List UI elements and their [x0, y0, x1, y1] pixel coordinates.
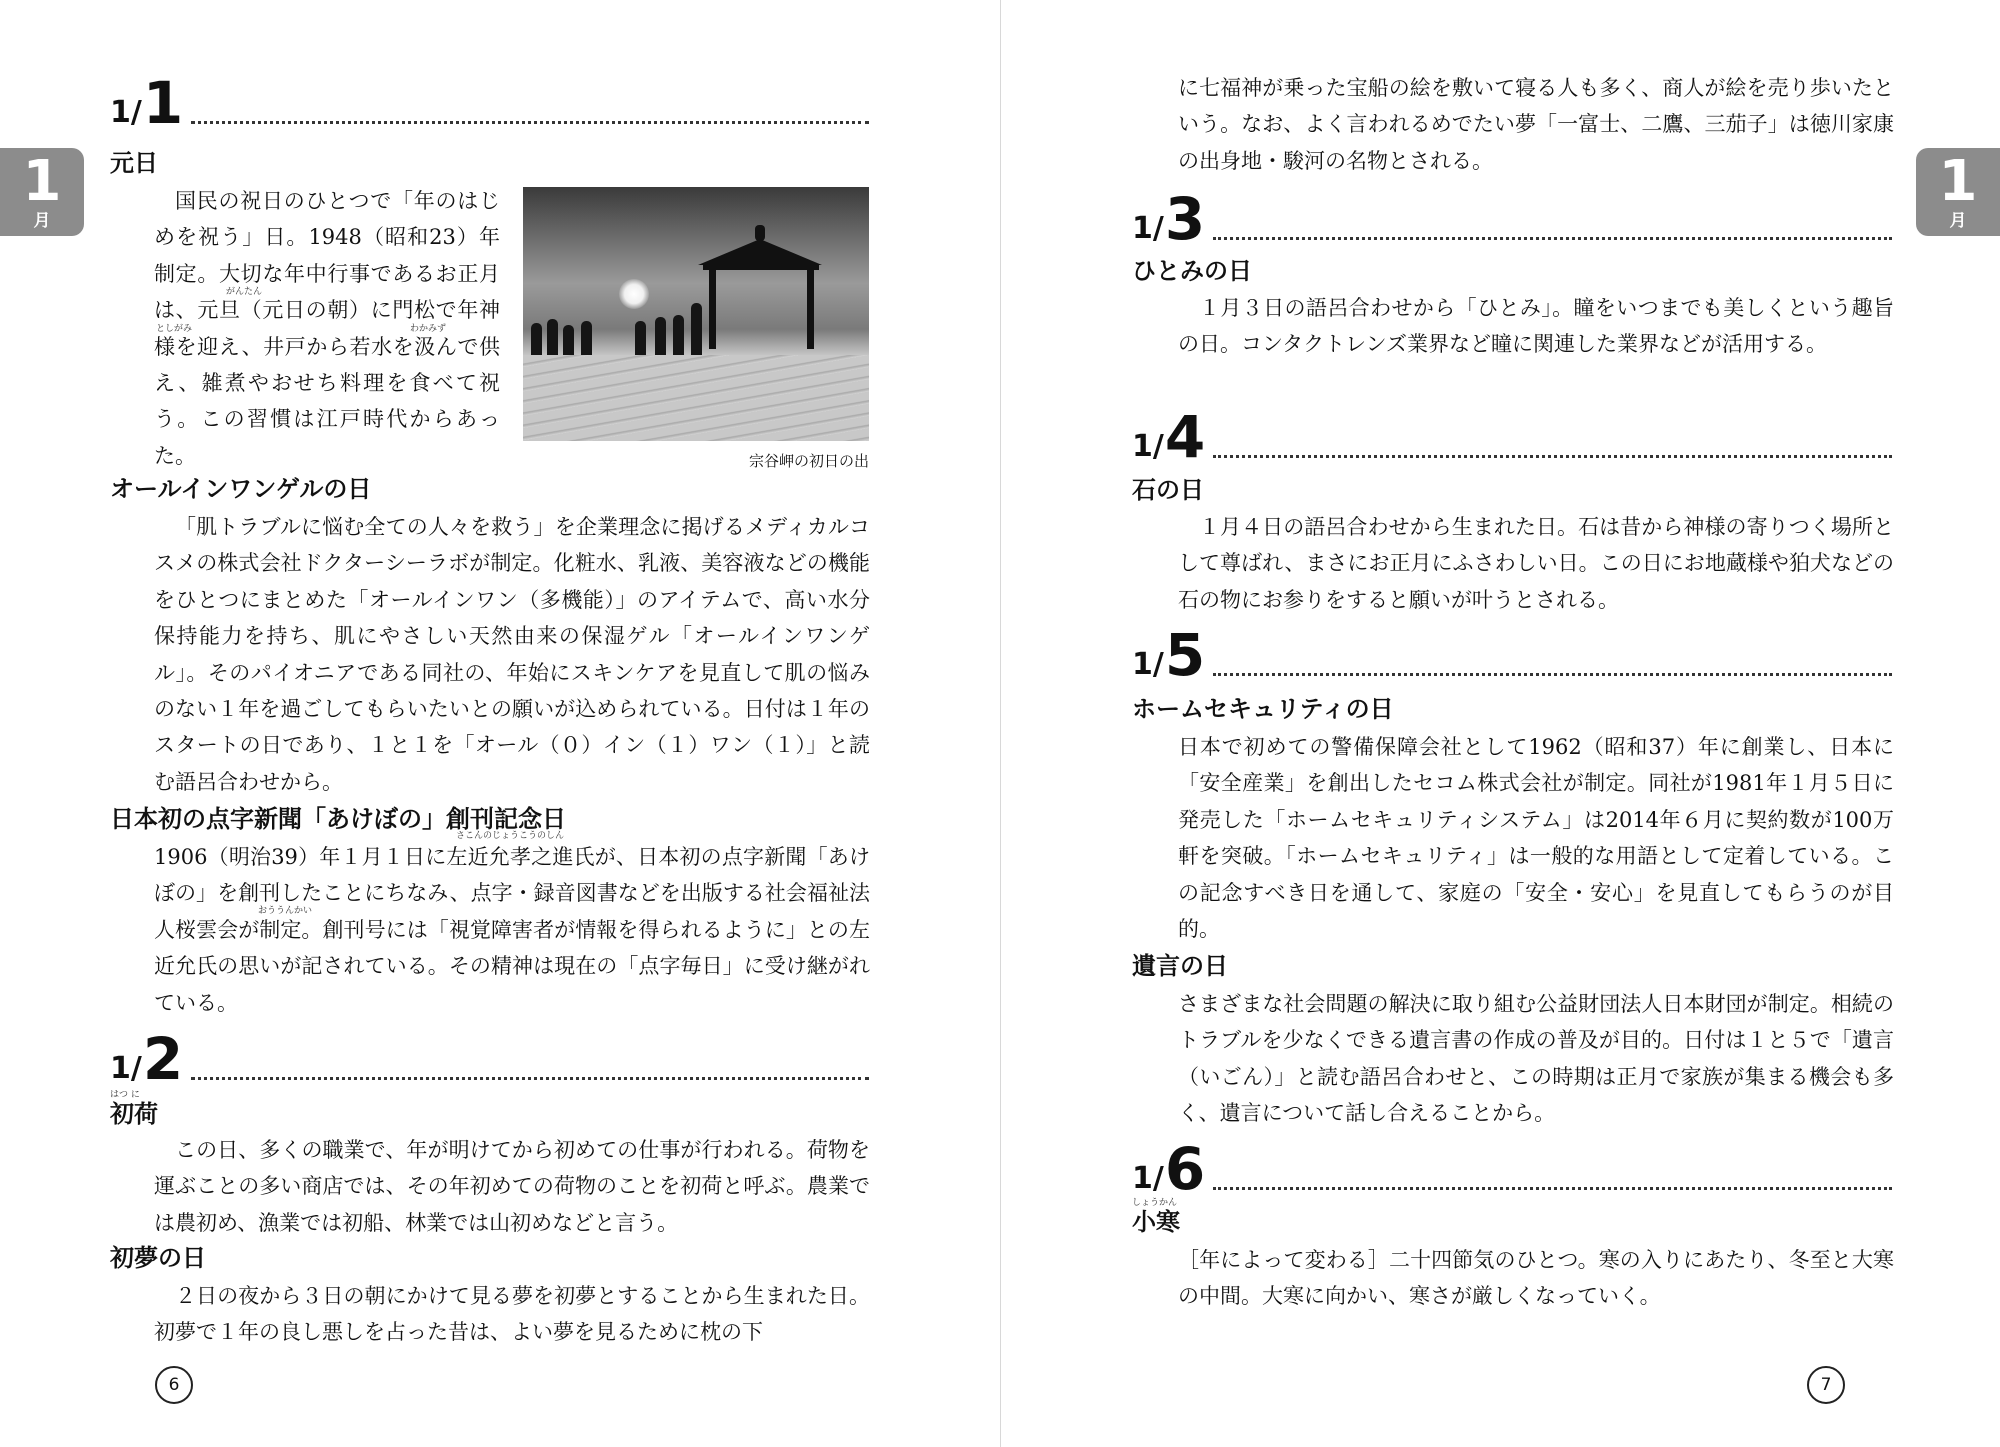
date-heading-jan-4 [1132, 403, 1892, 471]
entry-body-all-in-one-gel: 「肌トラブルに悩む全ての人々を救う」を企業理念に掲げるメディカルコスメの株式会社ドクターシーラボが制定。化粧水、乳液、美容液などの機能をひとつにまとめた「オールインワン（多機能）」のアイテムで、高い水分保持能力を持ち、肌にやさしい天然由来の保湿ゲル「オールインワンゲル」。そのパイオニアである同社の、年始にスキンケアを見直して肌の悩みのない１年を過ごしてもらいたいとの願いが込められている。日付は１年のスタートの日であり、１と１を「オール（０）イン（１）ワン（１）」と読む語呂合わせから。 [154, 515, 870, 794]
sunrise-photo [523, 187, 869, 441]
date-month-label: 1/ [1132, 429, 1164, 464]
ruby-hatsuni: はつ に [110, 1090, 140, 1100]
entry-body-yuigon: さまざまな社会問題の解決に取り組む公益財団法人日本財団が制定。相続のトラブルを少なくできる遺言書の作成の普及が目的。日付は１と５で「遺言（いごん）」と読む語呂合わせと、この時期は正月で家族が集まる機会も多く、遺言について話し合えることから。 [1178, 992, 1894, 1126]
dotted-rule [191, 1077, 869, 1080]
entry-body-ishi: １月４日の語呂合わせから生まれた日。石は昔から神様の寄りつく場所として尊ばれ、まさにお正月にふさわしい日。この日にお地蔵様や狛犬などの石の物にお参りをすると願いが叶うとされる。 [1178, 515, 1894, 612]
ruby-shokan: しょうかん [1132, 1198, 1178, 1208]
entry-body-hatsuyume: ２日の夜から３日の朝にかけて見る夢を初夢とすることから生まれた日。初夢で１年の良し悪しを占った昔は、よい夢を見るために枕の下 [154, 1284, 870, 1345]
date-day-label: 3 [1164, 185, 1206, 253]
dotted-rule [1213, 1187, 1892, 1190]
entry-title-ganjitsu: 元日 [110, 149, 158, 177]
page-number: 6 [155, 1366, 193, 1404]
entry-title-hatsuyume: 初夢の日 [110, 1244, 206, 1272]
date-heading-jan-3 [1132, 185, 1892, 253]
continued-text-hatsuyume: に七福神が乗った宝船の絵を敷いて寝る人も多く、商人が絵を売り歩いたという。なお、よく言われるめでたい夢「一富士、二鷹、三茄子」は徳川家康の出身地・駿河の名物とされる。 [1178, 76, 1894, 173]
dotted-rule [1213, 237, 1892, 240]
month-index-tab [0, 148, 84, 236]
month-tab-unit: 月 [1949, 211, 1967, 231]
date-day-label: 5 [1164, 621, 1206, 689]
date-heading-jan-1 [110, 69, 869, 137]
entry-title-hatsuni: 初荷 [110, 1100, 158, 1128]
month-tab-number: 1 [1938, 149, 1978, 214]
entry-title-ishi: 石の日 [1132, 476, 1204, 504]
entry-title-shokan: 小寒 [1132, 1208, 1180, 1236]
dotted-rule [191, 121, 869, 124]
right-page [1000, 0, 2000, 1447]
date-heading-jan-2 [110, 1025, 869, 1093]
date-month-label: 1/ [1132, 1161, 1164, 1196]
ruby-gantan: がんたん [226, 287, 263, 297]
date-month-label: 1/ [1132, 647, 1164, 682]
entry-body-hatsuni: この日、多くの職業で、年が明けてから初めての仕事が行われる。荷物を運ぶことの多い商店では、その年初めての荷物のことを初荷と呼ぶ。農業では農初め、漁業では初船、林業では山初めなどと言う。 [154, 1138, 870, 1235]
entry-title-hitomi: ひとみの日 [1132, 257, 1252, 285]
month-tab-number: 1 [22, 149, 62, 214]
entry-body-shokan: ［年によって変わる］二十四節気のひとつ。寒の入りにあたり、冬至と大寒の中間。大寒に向かい、寒さが厳しくなっていく。 [1178, 1248, 1894, 1309]
month-tab-unit: 月 [33, 211, 51, 231]
snowy-ground [523, 355, 869, 441]
dotted-rule [1213, 673, 1892, 676]
pavilion-roof [698, 239, 822, 265]
entry-body-hitomi: １月３日の語呂合わせから「ひとみ」。瞳をいつまでも美しくという趣旨の日。コンタクトレンズ業界など瞳に関連した業界などが活用する。 [1178, 296, 1894, 357]
date-heading-jan-5 [1132, 621, 1892, 689]
person-silhouette [691, 303, 702, 361]
date-day-label: 2 [142, 1025, 184, 1093]
ruby-ounkai: おううんかい [258, 906, 313, 916]
entry-title-home-security: ホームセキュリティの日 [1132, 695, 1394, 723]
photo-caption: 宗谷岬の初日の出 [748, 452, 869, 470]
date-month-label: 1/ [1132, 211, 1164, 246]
entry-title-yuigon: 遺言の日 [1132, 952, 1228, 980]
month-index-tab [1916, 148, 2000, 236]
entry-body-ganjitsu: 国民の祝日のひとつで「年のはじめを祝う」日。1948（昭和23）年制定。大切な年中行事であるお正月は、元旦（元日の朝）に門松で年神様を迎え、井戸から若水を汲んで供え、雑煮やおせち料理を食べて祝う。この習慣は江戸時代からあった。 [154, 189, 500, 468]
ruby-toshigami: としがみ [156, 324, 193, 334]
dotted-rule [1213, 455, 1892, 458]
ruby-sakon-no-jokonoshin: さこんのじょうこうのしん [456, 831, 565, 841]
date-month-label: 1/ [110, 95, 142, 130]
date-day-label: 6 [1164, 1135, 1206, 1203]
page-number: 7 [1807, 1366, 1845, 1404]
pavilion-post [807, 267, 814, 349]
entry-body-braille-newspaper: 1906（明治39）年１月１日に左近允孝之進氏が、日本初の点字新聞「あけぼの」を創刊したことにちなみ、点字・録音図書などを出版する社会福祉法人桜雲会が制定。創刊号には「視覚障害者が情報を得られるように」との左近允氏の思いが記されている。その精神は現在の「点字毎日」に受け継がれている。 [154, 845, 870, 1015]
ruby-wakamizu: わかみず [410, 324, 447, 334]
entry-body-home-security: 日本で初めての警備保障会社として1962（昭和37）年に創業し、日本に「安全産業」を創出したセコム株式会社が制定。同社が1981年１月５日に発売した「ホームセキュリティシステム」は2014年６月に契約数が100万軒を突破。「ホームセキュリティ」は一般的な用語として定着している。この記念すべき日を通して、家庭の「安全・安心」を見直してもらうのが目的。 [1178, 735, 1894, 942]
sun-shape [619, 279, 649, 309]
date-month-label: 1/ [110, 1051, 142, 1086]
entry-title-braille-newspaper: 日本初の点字新聞「あけぼの」創刊記念日 [110, 805, 566, 833]
date-day-label: 4 [1164, 403, 1206, 471]
date-day-label: 1 [142, 69, 184, 137]
pavilion-beam [703, 265, 819, 270]
entry-title-all-in-one-gel: オールインワンゲルの日 [110, 475, 372, 503]
